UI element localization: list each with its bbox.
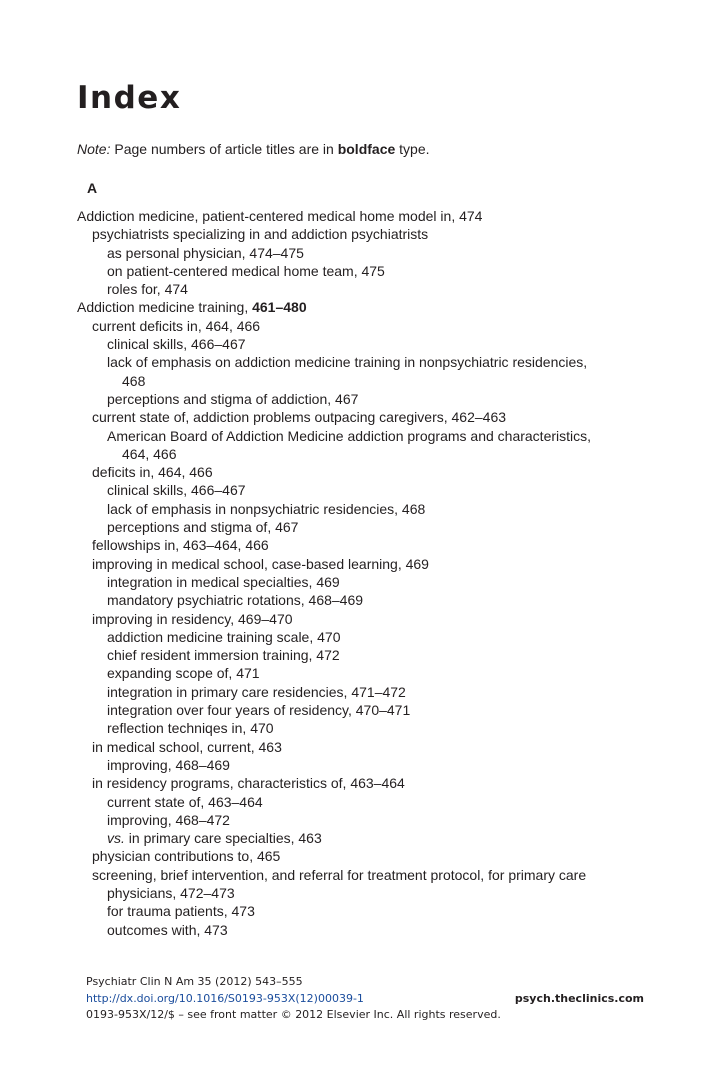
entry-text: current state of, 463–464 [107, 793, 263, 810]
section-letter: A [87, 180, 98, 196]
index-entry [77, 500, 643, 518]
index-entry [77, 811, 643, 829]
entry-text: fellowships in, 463–464, 466 [92, 537, 269, 554]
index-entry [77, 445, 643, 463]
index-entry [77, 719, 643, 737]
journal-citation: Psychiatr Clin N Am 35 (2012) 543–555 [86, 975, 303, 988]
entry-text: outcomes with, 473 [107, 921, 228, 938]
entry-text: expanding scope of, 471 [107, 665, 260, 682]
index-entry [77, 866, 643, 884]
note-text-before: Page numbers of article titles are in [110, 141, 338, 157]
index-entry [77, 683, 643, 701]
entry-text: perceptions and stigma of addiction, 467 [107, 390, 359, 407]
index-entry [77, 372, 643, 390]
entry-text: in primary care specialties, 463 [124, 830, 322, 847]
entry-text: 468 [122, 372, 146, 389]
page-footer [86, 974, 644, 1024]
entry-italic: vs. [107, 830, 125, 847]
entry-text: in medical school, current, 463 [92, 738, 282, 755]
entry-text: clinical skills, 466–467 [107, 482, 246, 499]
entry-text: improving, 468–472 [107, 811, 230, 828]
entry-text: perceptions and stigma of, 467 [107, 519, 299, 536]
index-entry [77, 591, 643, 609]
index-entry [77, 921, 643, 939]
entry-text: Addiction medicine training, [77, 299, 253, 316]
entry-text: integration over four years of residency, 470–471 [107, 702, 411, 719]
index-entries [77, 207, 643, 939]
index-entry [77, 481, 643, 499]
index-entry [77, 573, 643, 591]
entry-text: for trauma patients, 473 [107, 903, 255, 920]
doi-link[interactable]: http://dx.doi.org/10.1016/S0193-953X(12)00039-1 [86, 991, 364, 1005]
entry-text: deficits in, 464, 466 [92, 464, 213, 481]
note-text-after: type. [395, 141, 430, 157]
index-entry [77, 884, 643, 902]
entry-text: as personal physician, 474–475 [107, 244, 304, 261]
note-bold-word: boldface [337, 141, 396, 157]
index-entry [77, 225, 643, 243]
index-entry [77, 390, 643, 408]
index-entry [77, 738, 643, 756]
entry-text: screening, brief intervention, and referral for treatment protocol, for primary care [92, 866, 587, 883]
entry-text: mandatory psychiatric rotations, 468–469 [107, 592, 364, 609]
index-entry [77, 408, 643, 426]
entry-text: current state of, addiction problems outpacing caregivers, 462–463 [92, 409, 507, 426]
index-entry [77, 353, 643, 371]
index-entry [77, 463, 643, 481]
entry-text: current deficits in, 464, 466 [92, 317, 261, 334]
entry-bold-pages: 461–480 [252, 299, 307, 316]
entry-text: lack of emphasis in nonpsychiatric residencies, 468 [107, 500, 426, 517]
index-entry [77, 427, 643, 445]
index-entry [77, 664, 643, 682]
index-entry [77, 262, 643, 280]
index-entry [77, 207, 643, 225]
index-entry [77, 793, 643, 811]
page-title: Index [77, 80, 182, 116]
index-entry [77, 610, 643, 628]
entry-text: chief resident immersion training, 472 [107, 647, 340, 664]
entry-text: lack of emphasis on addiction medicine training in nonpsychiatric residencies, [107, 354, 588, 371]
index-entry [77, 646, 643, 664]
index-entry [77, 902, 643, 920]
entry-text: physicians, 472–473 [107, 884, 235, 901]
index-entry [77, 518, 643, 536]
entry-text: physician contributions to, 465 [92, 848, 281, 865]
index-entry [77, 536, 643, 554]
entry-text: psychiatrists specializing in and addiction psychiatrists [92, 226, 429, 243]
index-entry [77, 335, 643, 353]
index-entry [77, 774, 643, 792]
index-entry [77, 280, 643, 298]
entry-text: in residency programs, characteristics of, 463–464 [92, 775, 405, 792]
index-entry [77, 628, 643, 646]
index-entry [77, 847, 643, 865]
entry-text: improving in residency, 469–470 [92, 610, 293, 627]
entry-text: American Board of Addiction Medicine addiction programs and characteristics, [107, 427, 592, 444]
index-note [77, 140, 430, 158]
website-link[interactable]: psych.theclinics.com [514, 991, 644, 1005]
entry-text: 464, 466 [122, 445, 177, 462]
entry-text: addiction medicine training scale, 470 [107, 628, 341, 645]
entry-text: improving, 468–469 [107, 756, 230, 773]
index-entry [77, 317, 643, 335]
entry-text: roles for, 474 [107, 281, 188, 298]
index-entry [77, 298, 643, 316]
entry-text: improving in medical school, case-based learning, 469 [92, 555, 429, 572]
index-entry [77, 555, 643, 573]
entry-text: integration in primary care residencies, 471–472 [107, 683, 406, 700]
entry-text: Addiction medicine, patient-centered medical home model in, 474 [77, 208, 483, 224]
entry-text: integration in medical specialties, 469 [107, 573, 340, 590]
entry-text: on patient-centered medical home team, 475 [107, 262, 385, 279]
index-entry [77, 756, 643, 774]
index-entry [77, 829, 643, 847]
index-entry [77, 701, 643, 719]
copyright-notice: 0193-953X/12/$ – see front matter © 2012 Elsevier Inc. All rights reserved. [86, 1008, 501, 1021]
note-prefix: Note: [77, 141, 111, 157]
entry-text: clinical skills, 466–467 [107, 336, 246, 353]
index-entry [77, 244, 643, 262]
entry-text: reflection techniqes in, 470 [107, 720, 274, 737]
